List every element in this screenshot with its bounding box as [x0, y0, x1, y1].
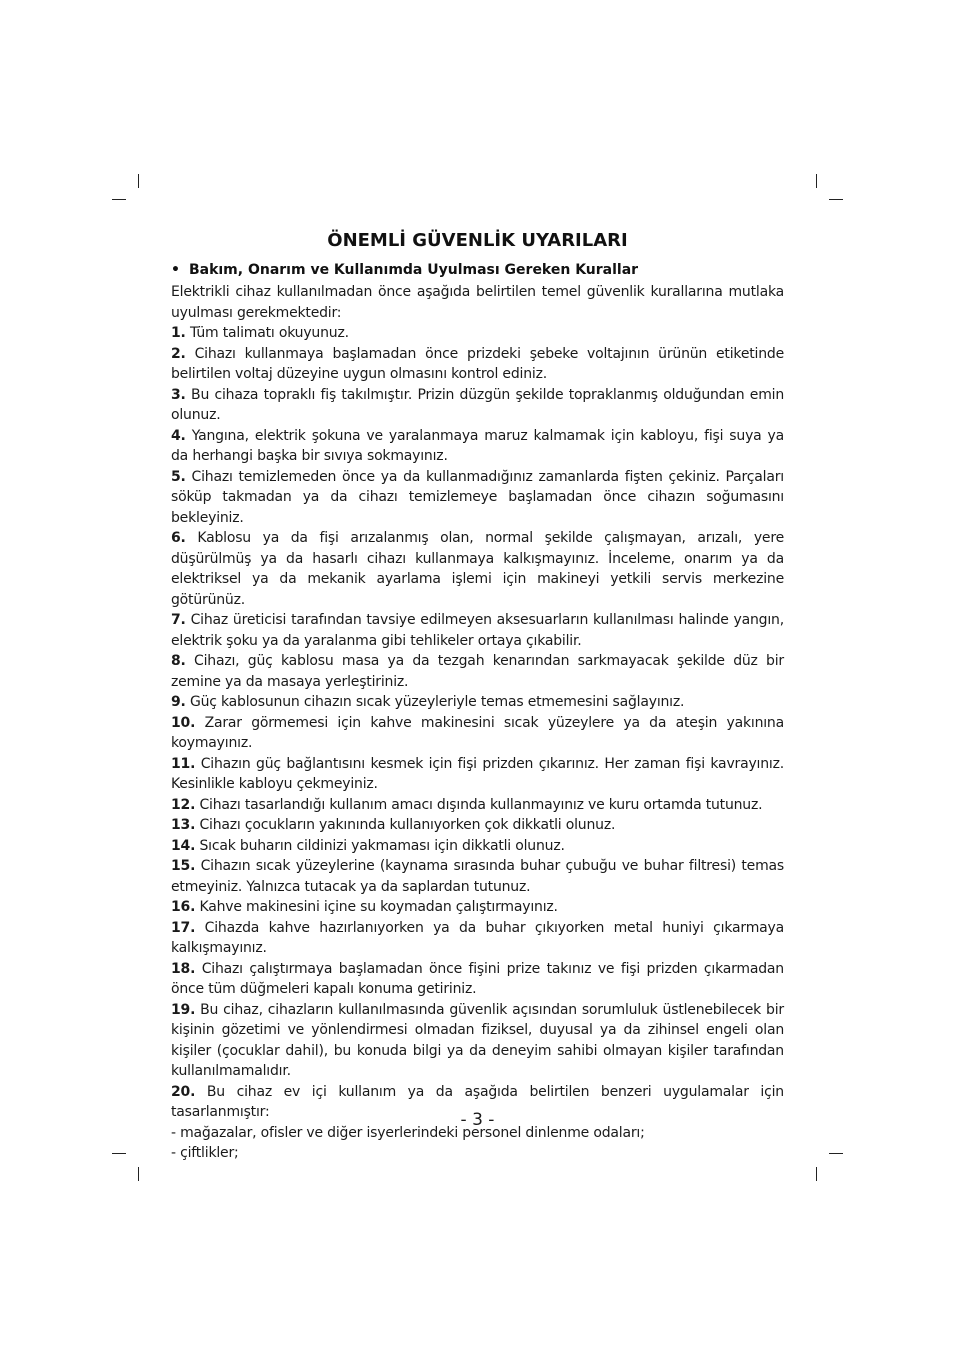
rule-number: 6.: [171, 530, 186, 546]
rule-number: 14.: [171, 837, 196, 854]
intro-paragraph: Elektrikli cihaz kullanılmadan önce aşağıda belirtilen temel güvenlik kurallarına mutlaka uyulması gerekmektedir:: [171, 284, 784, 321]
rule-text: Kablosu ya da fişi arızalanmış olan, normal şekilde çalışmayan, arızalı, yere düşürülmüş ya da hasarlı cihazı kullanmaya kalkışmayınız. İnceleme, onarım ya da elektriksel ya da mekanik ayarlama işlemi için makineyi yetkili servis merkezine götürünüz.: [171, 530, 784, 608]
rule-text: Cihazı çocukların yakınında kullanıyorken çok dikkatli olunuz.: [199, 817, 616, 833]
crop-mark-bottom-left-vertical: [138, 1167, 139, 1181]
bullet-icon: •: [171, 262, 180, 278]
rule-text: Cihaz üreticisi tarafından tavsiye edilmeyen aksesuarların kullanılması halinde yangın, elektrik şoku ya da yaralanma gibi tehlikeler ortaya çıkabilir.: [171, 612, 784, 649]
rule-number: 17.: [171, 919, 196, 936]
usage-list-item: - mağazalar, ofisler ve diğer isyerlerindeki personel dinlenme odaları;: [171, 1124, 645, 1141]
rule-item: [171, 1000, 784, 1082]
rule-number: 8.: [171, 653, 186, 669]
usage-list-item: - çiftlikler;: [171, 1145, 239, 1161]
rule-text: Cihazı çalıştırmaya başlamadan önce fişini prize takınız ve fişi prizden çıkarmadan önce tüm düğmeleri kapalı konuma getiriniz.: [171, 960, 784, 997]
rule-number: 9.: [171, 694, 186, 710]
rule-number: 7.: [171, 612, 186, 628]
rule-text: Yangına, elektrik şokuna ve yaralanmaya maruz kalmamak için kabloyu, fişi suya ya da herhangi başka bir sıvıya sokmayınız.: [171, 427, 784, 464]
rule-number: 15.: [171, 858, 196, 874]
page-number: - 3 -: [460, 1110, 495, 1130]
crop-mark-top-right-horizontal: [829, 199, 843, 200]
rule-item: [171, 897, 784, 918]
rule-item: [171, 815, 784, 836]
rule-text: Bu cihaza topraklı fiş takılmıştır. Prizin düzgün şekilde topraklanmış olduğundan emin olunuz.: [171, 386, 784, 423]
rule-item: [171, 918, 784, 959]
rule-text: Sıcak buharın cildinizi yakmaması için dikkatli olunuz.: [199, 837, 565, 854]
rule-text: Bu cihaz ev içi kullanım ya da aşağıda belirtilen benzeri uygulamalar için tasarlanmıştır:: [171, 1083, 784, 1120]
rule-number: 1.: [171, 325, 186, 341]
rule-item: [171, 344, 784, 385]
rule-text: Cihazı tasarlandığı kullanım amacı dışında kullanmayınız ve kuru ortamda tutunuz.: [199, 796, 763, 813]
rule-number: 11.: [171, 755, 196, 772]
rule-number: 4.: [171, 427, 186, 444]
crop-mark-top-left-vertical: [138, 174, 139, 188]
rule-number: 2.: [171, 345, 186, 362]
rule-number: 18.: [171, 960, 196, 977]
safety-rules-body: [171, 282, 784, 1164]
rule-text: Bu cihaz, cihazların kullanılmasında güvenlik açısından sorumluluk üstlenebilecek bir kişinin gözetimi ve yönlendirmesi olmadan fiziksel, duyusal ya da zihinsel engeli olan kişiler (çocuklar dahil), bu konuda bilgi ya da deneyim sahibi olmayan kişiler tarafından kullanılmamalıdır.: [171, 1001, 784, 1079]
rule-text: Zarar görmemesi için kahve makinesini sıcak yüzeylere ya da ateşin yakınına koymayınız.: [171, 714, 784, 751]
rule-item: [171, 856, 784, 897]
rule-text: Cihazı, güç kablosu masa ya da tezgah kenarından sarkmayacak şekilde düz bir zemine ya da masaya yerleştiriniz.: [171, 653, 784, 690]
page-title: ÖNEMLİ GÜVENLİK UYARILARI: [327, 230, 628, 251]
rule-item: [171, 610, 784, 651]
rule-text: Cihazı kullanmaya başlamadan önce prizdeki şebeke voltajının ürünün etiketinde belirtilen voltaj düzeyine uygun olmasını kontrol ediniz.: [171, 345, 784, 382]
rule-number: 16.: [171, 899, 196, 915]
rule-item: [171, 754, 784, 795]
rule-item: [171, 836, 784, 857]
rule-text: Kahve makinesini içine su koymadan çalıştırmayınız.: [199, 899, 558, 915]
rule-item: [171, 713, 784, 754]
rule-text: Cihazı temizlemeden önce ya da kullanmadığınız zamanlarda fişten çekiniz. Parçaları söküp takmadan ya da cihazı temizlemeye başlamadan önce cihazın soğumasını bekleyiniz.: [171, 468, 784, 526]
crop-mark-top-right-vertical: [816, 174, 817, 188]
rule-number: 19.: [171, 1001, 196, 1018]
crop-mark-bottom-right-vertical: [816, 1167, 817, 1181]
rule-item: [171, 426, 784, 467]
rule-number: 10.: [171, 714, 196, 731]
subheading-text: Bakım, Onarım ve Kullanımda Uyulması Gereken Kurallar: [188, 262, 639, 278]
rules-list: [171, 323, 784, 1123]
rule-text: Cihazın sıcak yüzeylerine (kaynama sırasında buhar çubuğu ve buhar filtresi) temas etmeyiniz. Yalnızca tutacak ya da saplardan tutunuz.: [171, 858, 784, 895]
rule-number: 5.: [171, 468, 186, 485]
rule-number: 3.: [171, 386, 186, 403]
rule-item: [171, 692, 784, 713]
rule-item: [171, 795, 784, 816]
rule-number: 13.: [171, 817, 196, 833]
rule-item: [171, 385, 784, 426]
crop-mark-bottom-right-horizontal: [829, 1153, 843, 1154]
rule-text: Güç kablosunun cihazın sıcak yüzeyleriyle temas etmemesini sağlayınız.: [189, 694, 685, 710]
rule-text: Cihazda kahve hazırlanıyorken ya da buhar çıkıyorken metal huniyi çıkarmaya kalkışmayınız.: [171, 919, 784, 956]
rule-item: [171, 528, 784, 610]
rule-number: 12.: [171, 796, 196, 813]
rule-text: Cihazın güç bağlantısını kesmek için fişi prizden çıkarınız. Her zaman fişi kavrayınız. Kesinlikle kabloyu çekmeyiniz.: [171, 755, 784, 792]
section-subheading: [171, 262, 638, 278]
crop-mark-bottom-left-horizontal: [112, 1153, 126, 1154]
rule-item: [171, 323, 784, 344]
rule-item: [171, 651, 784, 692]
rule-text: Tüm talimatı okuyunuz.: [189, 325, 349, 341]
rule-number: 20.: [171, 1083, 196, 1100]
rule-item: [171, 467, 784, 529]
rule-item: [171, 959, 784, 1000]
crop-mark-top-left-horizontal: [112, 199, 126, 200]
